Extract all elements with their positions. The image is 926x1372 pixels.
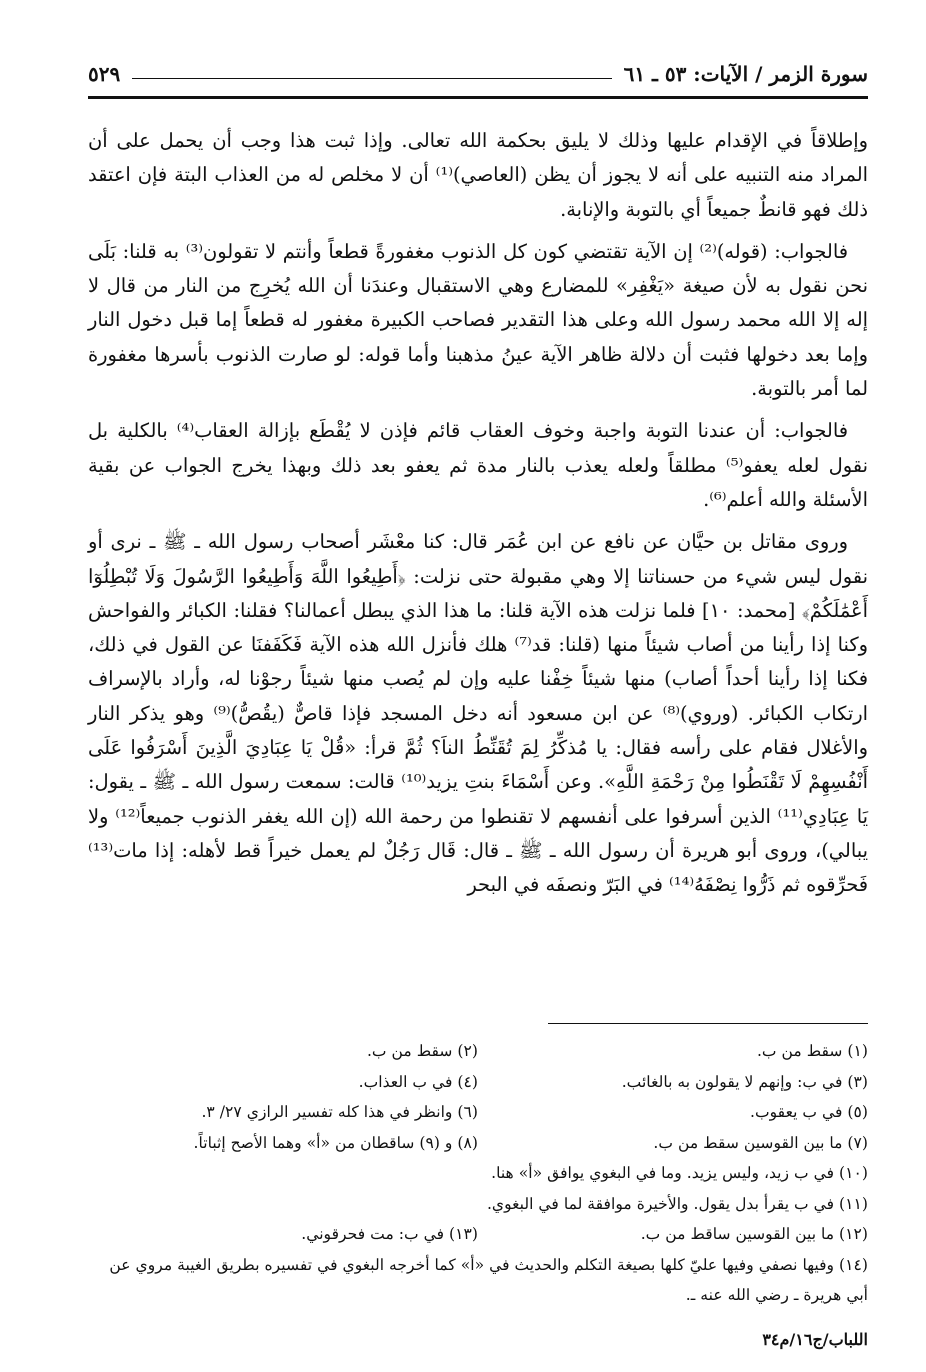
running-head-dash xyxy=(132,78,611,79)
footnote-6: (٦) وانظر في هذا كله تفسير الرازي ٢٧/ ٣. xyxy=(201,1103,478,1121)
running-head xyxy=(88,54,868,94)
footnote-4: (٤) في ب العذاب. xyxy=(358,1072,478,1091)
footnote-8-9: (٨) و (٩) ساقطان من «أ» وهما الأصح إثباتاً. xyxy=(193,1133,478,1152)
footnote-row xyxy=(88,1219,868,1250)
footnote-12: (١٢) ما بين القوسين ساقط من ب. xyxy=(640,1225,868,1243)
footnote-14: (١٤) وفيها نصفي وفيها عليّ كلها بصيغة التكلم والحديث في «أ» كما أخرجه البغوي في تفسيره بطريق الغيبة مروي عن أبي هريرة ـ رضي الله عنه ـ. xyxy=(109,1255,868,1304)
footnote-row xyxy=(88,1250,868,1311)
paragraph-4: وروى مقاتل بن حيَّان عن نافع عن ابن عُمَر قال: كنا معْشَر أصحاب رسول الله ـ ﷺ ـ نرى أو نقول ليس شيء من حسناتنا إلا وهي مقبولة حتى نزلت: ﴿أَطِيعُوا اللَّهَ وَأَطِيعُوا الرَّسُولَ وَلَا تُبْطِلُوٓا أَعْمَٰلَكُمْ﴾ [محمد: ١٠] فلما نزلت هذه الآية قلنا: ما هذا الذي يبطل أعمالنا؟ فقلنا: الكبائر والفواحش وكنا إذا رأينا من أصاب شيئاً منها (قلنا: قد⁽⁷⁾ هلك فأنزل الله هذه الآية فَكَفَفنَا عن القول في ذلك، فكنا إذا رأينا أحداً أصاب) منها شيئاً خِفْنا عليه وإن لم يُصب منها شيئاً رجوْنا له، وأراد بالإسراف ارتكاب الكبائر. (وروي)⁽⁸⁾ عن ابن مسعود أنه دخل المسجد فإذا قاصٌّ (يقُصُّ)⁽⁹⁾ وهو يذكر النار والأغلال فقام على رأسه فقال: يا مُذكِّرُ لِمَ تُقَنِّطُ الناَ؟ ثُمَّ قرأ: «قُلْ يَا عِبَادِيَ الَّذِينَ أَسْرَفُوا عَلَى أَنْفُسِهِمْ لَا تَقْنَطُوا مِنْ رَحْمَةِ اللَّهِ». وعن أَسْمَاءَ بنتِ يزيد⁽¹⁰⁾ قالت: سمعت رسول الله ـ ﷺ ـ يقول: يَا عِبَادِي⁽¹¹⁾ الذين أسرفوا على أنفسهم لا تقنطوا من رحمة الله (إن الله يغفر الذنوب جميعاً⁽¹²⁾ ولا يبالي)، وروى أبو هريرة أن رسول الله ـ ﷺ ـ قال: قَال رَجُلٌ لم يعمل خيراً قط لأهله: إذا مات⁽¹³⁾ فَحرِّقوه ثم ذَرُّوا نِصْفَهُ⁽¹⁴⁾ في البَرّ ونصفَه في البحر xyxy=(88,530,869,897)
footnote-11: (١١) في ب يقرأ بدل يقول. والأخيرة موافقة لما في البغوي. xyxy=(486,1194,868,1213)
footnote-10: (١٠) في ب زيد، وليس يزيد. وما في البغوي يوافق «أ» هنا. xyxy=(491,1164,868,1182)
footnote-5: (٥) في ب يعقوب. xyxy=(749,1103,868,1121)
signature-mark: اللباب/ج١٦/م٣٤ xyxy=(762,1330,868,1349)
footnotes xyxy=(88,1036,868,1311)
book-page xyxy=(88,40,868,1360)
body-text xyxy=(88,124,868,911)
paragraph-3: فالجواب: أن عندنا التوبة واجبة وخوف العقاب قائم فإذن لا يُقْطَع بإزالة العقاب⁽⁴⁾ بالكلية بل نقول لعله يعفو⁽⁵⁾ مطلقاً ولعله يعذب بالنار مدة ثم يعفو بعد ذلك وبهذا يخرج الجواب عن بقية الأسئلة والله أعلم⁽⁶⁾. xyxy=(88,419,868,511)
footnote-row xyxy=(88,1097,868,1128)
running-head-title: سورة الزمر / الآيات: ٥٣ ـ ٦١ xyxy=(623,62,868,86)
footnote-rule xyxy=(548,1023,868,1024)
footnote-row xyxy=(88,1128,868,1159)
footnote-row xyxy=(88,1158,868,1189)
footnote-2: (٢) سقط من ب. xyxy=(366,1042,478,1060)
footnote-7: (٧) ما بين القوسين سقط من ب. xyxy=(653,1133,868,1152)
footnote-row xyxy=(88,1036,868,1067)
footnote-row xyxy=(88,1189,868,1220)
page-number: ٥٢٩ xyxy=(88,62,121,86)
header-rule xyxy=(88,96,868,99)
footnote-row xyxy=(88,1067,868,1098)
paragraph-1: وإطلاقاً في الإقدام عليها وذلك لا يليق بحكمة الله تعالى. وإذا ثبت هذا وجب أن يحمل على أن المراد منه التنبيه على أنه لا يجوز أن يظن (العاصي)⁽¹⁾ أن لا مخلص له من العذاب البتة فإن اعتقد ذلك فهو قانطٌ جميعاً أي بالتوبة والإنابة. xyxy=(88,129,869,221)
footnote-13: (١٣) في ب: مت فحرقوني. xyxy=(301,1225,478,1243)
footnote-1: (١) سقط من ب. xyxy=(756,1042,868,1060)
paragraph-2: فالجواب: (قوله)⁽²⁾ إن الآية تقتضي كون كل الذنوب مغفورةً قطعاً وأنتم لا تقولون⁽³⁾ به قلنا: بَلَى نحن نقول به لأن صيغة «يَغْفِر» للمضارع وهي الاستقبال وعندَنا أن الله يُخرِج من النار من قال لا إله إلا الله محمد رسول الله وعلى هذا التقدير فصاحب الكبيرة مغفور له قطعاً إما قبل دخول النار وإما بعد دخولها فثبت أن دلالة ظاهر الآية عينُ مذهبنا وأما قوله: لو صارت الذنوب بأسرها مغفورة لما أمر بالتوبة. xyxy=(88,239,868,401)
footnote-3: (٣) في ب: وإنهم لا يقولون به بالغائب. xyxy=(621,1072,868,1091)
